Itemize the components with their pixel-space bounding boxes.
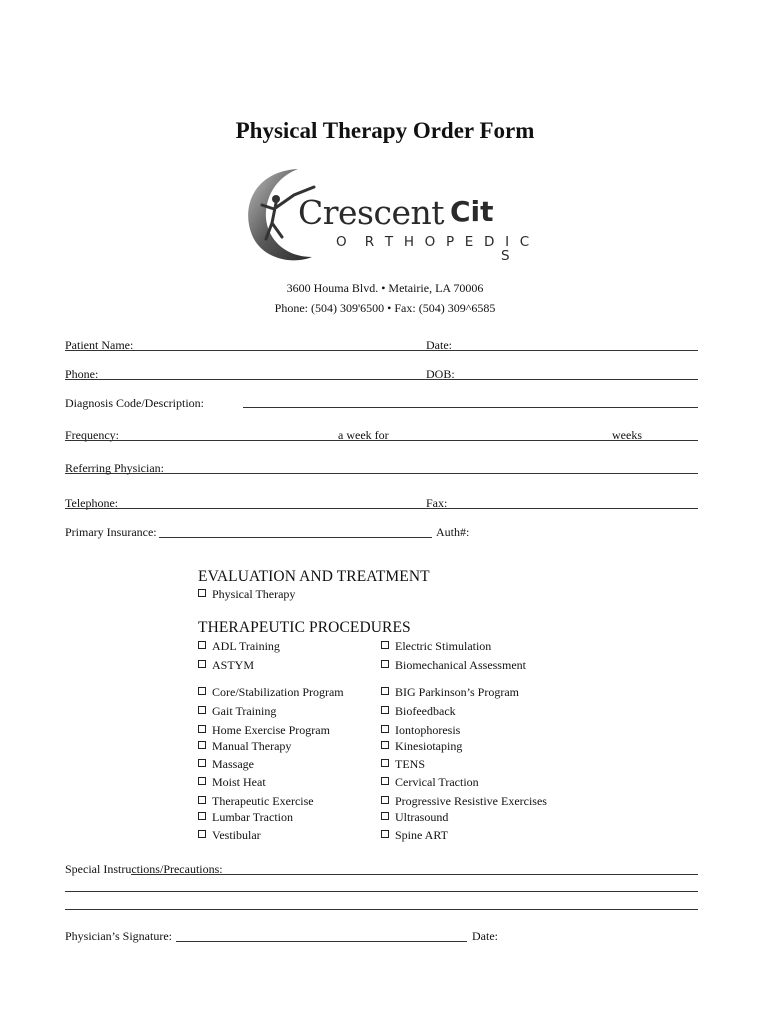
checkbox-procedure-right-2[interactable] bbox=[381, 685, 519, 700]
checkbox-label: Moist Heat bbox=[212, 775, 266, 789]
checkbox-label: Biomechanical Assessment bbox=[395, 658, 526, 672]
special-instructions-label: Special Instructions/Precautions: bbox=[65, 862, 223, 876]
checkbox-label: Physical Therapy bbox=[212, 587, 296, 601]
checkbox-label: BIG Parkinson’s Program bbox=[395, 685, 519, 699]
checkbox-procedure-right-1[interactable] bbox=[381, 658, 526, 673]
checkbox-icon[interactable] bbox=[381, 706, 389, 714]
telephone-field[interactable] bbox=[65, 508, 698, 509]
evaluation-heading: EVALUATION AND TREATMENT bbox=[198, 568, 430, 585]
checkbox-label: Spine ART bbox=[395, 828, 448, 842]
checkbox-icon[interactable] bbox=[381, 777, 389, 785]
checkbox-label: Lumbar Traction bbox=[212, 810, 293, 824]
checkbox-icon[interactable] bbox=[381, 687, 389, 695]
form-title: Physical Therapy Order Form bbox=[235, 118, 535, 143]
checkbox-procedure-left-2[interactable] bbox=[198, 685, 344, 700]
checkbox-label: Iontophoresis bbox=[395, 723, 461, 737]
checkbox-procedure-right-8[interactable] bbox=[381, 794, 547, 809]
checkbox-label: Ultrasound bbox=[395, 810, 449, 824]
checkbox-icon[interactable] bbox=[198, 796, 206, 804]
signature-date-label: Date: bbox=[472, 929, 498, 943]
weeks-label: weeks bbox=[612, 428, 642, 442]
checkbox-label: Core/Stabilization Program bbox=[212, 685, 344, 699]
checkbox-icon[interactable] bbox=[198, 741, 206, 749]
checkbox-procedure-left-4[interactable] bbox=[198, 723, 330, 738]
phone-field[interactable] bbox=[65, 379, 698, 380]
special-instructions-field-3[interactable] bbox=[65, 909, 698, 910]
checkbox-label: Manual Therapy bbox=[212, 739, 292, 753]
auth-label: Auth#: bbox=[436, 525, 470, 539]
checkbox-icon[interactable] bbox=[198, 660, 206, 668]
checkbox-label: Cervical Traction bbox=[395, 775, 479, 789]
checkbox-icon[interactable] bbox=[381, 725, 389, 733]
physician-signature-label: Physician’s Signature: bbox=[65, 929, 172, 943]
referring-physician-field[interactable] bbox=[65, 473, 698, 474]
frequency-label: Frequency: bbox=[65, 428, 119, 442]
checkbox-label: Gait Training bbox=[212, 704, 277, 718]
checkbox-procedure-left-9[interactable] bbox=[198, 810, 293, 825]
checkbox-label: Progressive Resistive Exercises bbox=[395, 794, 547, 808]
checkbox-label: Biofeedback bbox=[395, 704, 456, 718]
special-instructions-field-1[interactable] bbox=[131, 874, 698, 875]
logo-name-crescent: Crescent bbox=[298, 193, 445, 232]
checkbox-icon[interactable] bbox=[198, 725, 206, 733]
checkbox-label: Massage bbox=[212, 757, 254, 771]
checkbox-icon[interactable] bbox=[198, 759, 206, 767]
checkbox-label: Electric Stimulation bbox=[395, 639, 492, 653]
checkbox-icon[interactable] bbox=[381, 759, 389, 767]
checkbox-procedure-left-10[interactable] bbox=[198, 828, 261, 843]
telephone-label: Telephone: bbox=[65, 496, 119, 510]
logo-name-cit: Cit bbox=[450, 195, 494, 228]
checkbox-procedure-right-0[interactable] bbox=[381, 639, 491, 654]
checkbox-icon[interactable] bbox=[381, 741, 389, 749]
primary-insurance-field[interactable] bbox=[159, 537, 432, 538]
procedures-heading: THERAPEUTIC PROCEDURES bbox=[198, 619, 411, 636]
diagnosis-label: Diagnosis Code/Description: bbox=[65, 396, 204, 410]
checkbox-label: TENS bbox=[395, 757, 425, 771]
checkbox-icon[interactable] bbox=[198, 812, 206, 820]
checkbox-physical-therapy[interactable] bbox=[198, 587, 295, 602]
referring-physician-label: Referring Physician: bbox=[65, 461, 164, 475]
fax-label: Fax: bbox=[426, 496, 448, 510]
date-label: Date: bbox=[426, 338, 452, 352]
address: 3600 Houma Blvd. • Metairie, LA 70006 bbox=[286, 281, 484, 295]
dob-label: DOB: bbox=[426, 367, 455, 381]
checkbox-procedure-right-4[interactable] bbox=[381, 723, 460, 738]
checkbox-label: Kinesiotaping bbox=[395, 739, 463, 753]
checkbox-icon[interactable] bbox=[198, 706, 206, 714]
checkbox-icon[interactable] bbox=[198, 589, 206, 597]
logo-orthopedic: O R T H O P E D I C bbox=[336, 234, 533, 250]
checkbox-icon[interactable] bbox=[381, 796, 389, 804]
diagnosis-field[interactable] bbox=[243, 407, 698, 408]
checkbox-icon[interactable] bbox=[198, 687, 206, 695]
checkbox-procedure-right-3[interactable] bbox=[381, 704, 456, 719]
patient-name-label: Patient Name: bbox=[65, 338, 134, 352]
patient-name-field[interactable] bbox=[65, 350, 698, 351]
checkbox-procedure-left-1[interactable] bbox=[198, 658, 254, 673]
checkbox-label: Home Exercise Program bbox=[212, 723, 330, 737]
checkbox-procedure-left-0[interactable] bbox=[198, 639, 280, 654]
checkbox-icon[interactable] bbox=[381, 660, 389, 668]
checkbox-procedure-left-6[interactable] bbox=[198, 757, 254, 772]
checkbox-icon[interactable] bbox=[198, 777, 206, 785]
checkbox-icon[interactable] bbox=[198, 641, 206, 649]
phone-label: Phone: bbox=[65, 367, 99, 381]
physician-signature-field[interactable] bbox=[176, 941, 467, 942]
crescent-city-logo bbox=[236, 165, 536, 265]
checkbox-label: ADL Training bbox=[212, 639, 280, 653]
primary-insurance-label: Primary Insurance: bbox=[65, 525, 157, 539]
checkbox-label: ASTYM bbox=[212, 658, 255, 672]
checkbox-procedure-right-9[interactable] bbox=[381, 810, 448, 825]
checkbox-icon[interactable] bbox=[381, 830, 389, 838]
special-instructions-field-2[interactable] bbox=[65, 891, 698, 892]
checkbox-icon[interactable] bbox=[198, 830, 206, 838]
checkbox-procedure-left-5[interactable] bbox=[198, 739, 291, 754]
a-week-for-label: a week for bbox=[338, 428, 389, 442]
checkbox-procedure-left-7[interactable] bbox=[198, 775, 266, 790]
contact-info: Phone: (504) 309'6500 • Fax: (504) 309^6585 bbox=[274, 301, 496, 315]
checkbox-procedure-right-7[interactable] bbox=[381, 775, 479, 790]
checkbox-procedure-right-6[interactable] bbox=[381, 757, 425, 772]
logo-orthopedic-s: S bbox=[501, 248, 510, 264]
checkbox-procedure-left-3[interactable] bbox=[198, 704, 276, 719]
checkbox-icon[interactable] bbox=[381, 641, 389, 649]
checkbox-icon[interactable] bbox=[381, 812, 389, 820]
checkbox-procedure-right-10[interactable] bbox=[381, 828, 448, 843]
checkbox-procedure-left-8[interactable] bbox=[198, 794, 314, 809]
checkbox-label: Therapeutic Exercise bbox=[212, 794, 314, 808]
checkbox-procedure-right-5[interactable] bbox=[381, 739, 462, 754]
checkbox-label: Vestibular bbox=[212, 828, 261, 842]
